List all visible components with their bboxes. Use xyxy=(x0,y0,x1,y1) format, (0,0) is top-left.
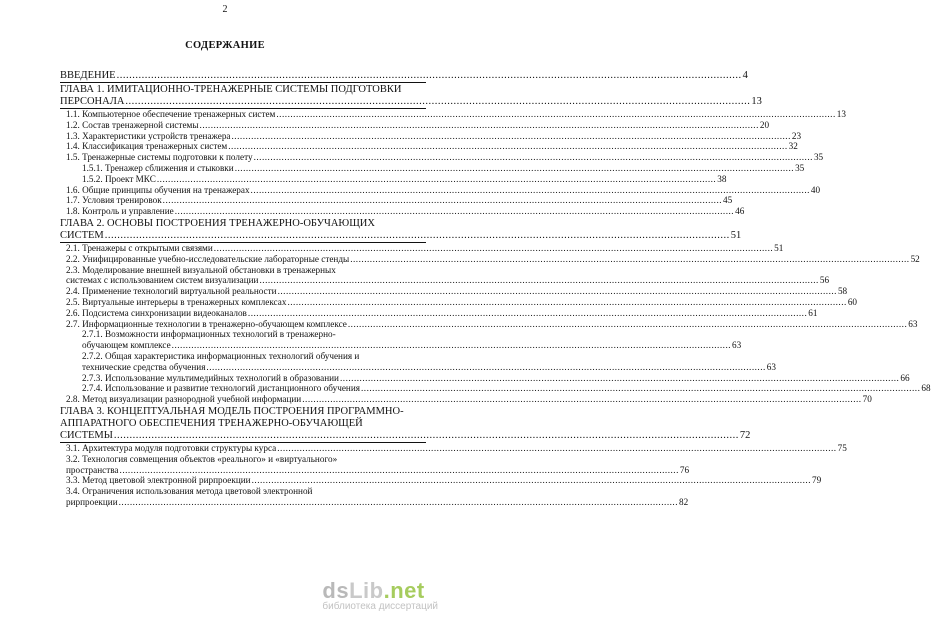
toc-dot-leader: ........................................................................................................................................................................................................ xyxy=(116,70,742,81)
toc-entry xyxy=(60,206,745,217)
toc-page-number: 4 xyxy=(742,70,748,81)
toc-dot-leader: ........................................................................................................................................................................................................ xyxy=(350,253,910,264)
toc-entry-text: 2.2. Унифицированные учебно-исследовательские лабораторные стенды xyxy=(66,253,350,264)
toc-entry-text: 1.1. Компьютерное обеспечение тренажерных систем xyxy=(66,109,276,119)
toc-page-number: 51 xyxy=(730,229,742,241)
toc-entry-text: технические средства обучения xyxy=(82,361,206,372)
toc-entry xyxy=(60,383,931,394)
toc-entry-text: ГЛАВА 3. КОНЦЕПТУАЛЬНАЯ МОДЕЛЬ ПОСТРОЕНИЯ ПРОГРАММНО- xyxy=(60,405,404,417)
toc-entry-text: 1.5. Тренажерные системы подготовки к полету xyxy=(66,152,253,163)
toc-entry-text: 2.7.4. Использование и развитие технологий дистанционного обучения xyxy=(82,383,360,394)
toc-page-number: 46 xyxy=(735,206,745,217)
toc-entry-text: 2.8. Метод визуализации разнородной учебной информации xyxy=(66,394,302,405)
toc-page-number: 35 xyxy=(813,152,824,163)
toc-entry-text: 1.6. Общие принципы обучения на тренажерах xyxy=(66,184,250,195)
toc-page-number: 13 xyxy=(836,109,846,119)
toc-entry-text: обучающем комплексе xyxy=(82,340,171,351)
toc-entry xyxy=(60,350,776,373)
toc-page-number: 35 xyxy=(795,162,805,173)
toc-entry xyxy=(60,286,848,297)
toc-page-number: 82 xyxy=(679,496,689,507)
toc-entry-text: 2.6. Подсистема синхронизации видеоканалов xyxy=(66,307,247,318)
toc-entry-text: ВВЕДЕНИЕ xyxy=(60,70,116,81)
toc-dot-leader: ........................................................................................................................................................................................................ xyxy=(174,206,735,217)
toc-page-number: 38 xyxy=(717,173,727,184)
toc-dot-leader: ........................................................................................................................................................................................................ xyxy=(206,361,766,372)
page-number: 2 xyxy=(222,4,228,15)
toc-dot-leader: ........................................................................................................................................................................................................ xyxy=(247,307,808,318)
toc-entry xyxy=(60,453,690,476)
toc-dot-leader: ........................................................................................................................................................................................................ xyxy=(302,394,862,405)
toc-entry-text: 1.3. Характеристики устройств тренажера xyxy=(66,130,231,141)
toc-page-number: 70 xyxy=(862,394,872,405)
toc-entry-text: 1.5.2. Проект МКС xyxy=(82,173,156,184)
toc-entry xyxy=(60,264,830,287)
toc-entry-text: 3.2. Технология совмещения объектов «реального» и «виртуального» xyxy=(66,453,338,464)
toc-entry-text: АППАРАТНОГО ОБЕСПЕЧЕНИЯ ТРЕНАЖЕРНО-ОБУЧАЮЩЕЙ xyxy=(60,417,363,429)
toc-page-number: 40 xyxy=(810,184,821,195)
toc-entry-text: 1.2. Состав тренажерной системы xyxy=(66,119,199,130)
watermark-logo: dsLib.net xyxy=(322,578,425,603)
toc-dot-leader: ........................................................................................................................................................................................................ xyxy=(156,173,717,184)
toc-dot-leader: ........................................................................................................................................................................................................ xyxy=(259,275,819,286)
toc-page-number: 72 xyxy=(739,429,751,441)
toc-page-number: 63 xyxy=(908,318,918,329)
toc-entry xyxy=(60,84,762,109)
toc-entry xyxy=(60,217,742,243)
toc-entry xyxy=(60,70,748,83)
toc-page-number: 13 xyxy=(751,96,762,107)
toc-page-number: 61 xyxy=(808,307,818,318)
toc-page-number: 56 xyxy=(819,275,830,286)
toc-entry xyxy=(60,130,802,142)
toc-entry-text: 1.7. Условия тренировок xyxy=(66,195,162,206)
toc-entry-text: 2.3. Моделирование внешней визуальной обстановки в тренажерных xyxy=(66,264,336,275)
page-title: СОДЕРЖАНИЕ xyxy=(185,40,265,51)
toc-entry-text: рирпроекции xyxy=(66,496,118,507)
toc-dot-leader: ........................................................................................................................................................................................................ xyxy=(287,296,847,307)
toc-page-number: 76 xyxy=(679,464,690,475)
toc-dot-leader: ........................................................................................................................................................................................................ xyxy=(276,109,836,119)
toc-page-number: 66 xyxy=(900,372,910,383)
watermark-subtitle: библиотека диссертаций xyxy=(322,601,438,612)
toc-entry-text: 2.1. Тренажеры с открытыми связями xyxy=(66,242,213,253)
toc-dot-leader: ........................................................................................................................................................................................................ xyxy=(234,162,795,173)
toc-entry xyxy=(60,195,733,206)
toc-dot-leader: ........................................................................................................................................................................................................ xyxy=(199,119,759,130)
toc-entry xyxy=(60,372,910,384)
toc-entry xyxy=(60,296,857,308)
toc-entry-text: 2.7.2. Общая характеристика информационных технологий обучения и xyxy=(82,350,360,361)
toc-entry-text: 2.7. Информационные технологии в тренажерно-обучающем комплексе xyxy=(66,318,347,329)
toc-dot-leader: ........................................................................................................................................................................................................ xyxy=(277,442,837,453)
toc-page-number: 58 xyxy=(837,286,848,297)
toc-entry xyxy=(60,394,872,405)
toc-entry xyxy=(60,152,824,163)
toc-entry-text: 2.5. Виртуальные интерьеры в тренажерных комплексах xyxy=(66,296,287,307)
toc-dot-leader: ........................................................................................................................................................................................................ xyxy=(118,496,678,507)
toc-entry xyxy=(60,442,847,454)
toc-dot-leader: ........................................................................................................................................................................................................ xyxy=(347,318,908,329)
toc-dot-leader: ........................................................................................................................................................................................................ xyxy=(360,383,921,394)
toc-dot-leader: ........................................................................................................................................................................................................ xyxy=(277,286,837,297)
toc-entry xyxy=(60,242,784,254)
toc-page-number: 32 xyxy=(788,141,798,152)
toc-entry xyxy=(60,486,689,508)
toc-entry-text: системах с использованием систем визуализации xyxy=(66,275,259,286)
toc-page-number: 68 xyxy=(921,383,931,394)
toc-entry-text: 3.3. Метод цветовой электронной рирпроекции xyxy=(66,475,251,486)
toc-dot-leader: ........................................................................................................................................................................................................ xyxy=(250,184,810,195)
toc-entry-text: 3.1. Архитектура модуля подготовки структуры курса xyxy=(66,442,277,453)
toc-dot-leader: ........................................................................................................................................................................................................ xyxy=(113,429,739,441)
watermark xyxy=(322,578,438,612)
toc-entry-text: 1.5.1. Тренажер сближения и стыковки xyxy=(82,162,234,173)
toc-entry-text: ГЛАВА 1. ИМИТАЦИОННО-ТРЕНАЖЕРНЫЕ СИСТЕМЫ ПОДГОТОВКИ xyxy=(60,84,402,95)
toc-entry-text: 2.7.3. Использование мультимедийных технологий в образовании xyxy=(82,372,339,383)
table-of-contents xyxy=(60,70,931,508)
toc-entry xyxy=(60,184,821,196)
toc-dot-leader: ........................................................................................................................................................................................................ xyxy=(104,229,730,241)
toc-page-number: 79 xyxy=(811,475,822,486)
toc-entry xyxy=(60,119,770,131)
toc-entry-text: 1.8. Контроль и управление xyxy=(66,206,174,217)
toc-dot-leader: ........................................................................................................................................................................................................ xyxy=(231,130,791,141)
toc-page-number: 75 xyxy=(837,442,847,453)
toc-entry xyxy=(60,318,918,330)
toc-entry xyxy=(60,475,822,486)
toc-dot-leader: ........................................................................................................................................................................................................ xyxy=(228,141,788,152)
toc-entry-text: пространства xyxy=(66,464,119,475)
toc-entry-text: 2.4. Применение технологий виртуальной реальности xyxy=(66,286,277,297)
toc-entry xyxy=(60,405,751,443)
toc-entry-text: ПЕРСОНАЛА xyxy=(60,96,125,107)
toc-entry-text: 1.4. Классификация тренажерных систем xyxy=(66,141,228,152)
toc-dot-leader: ........................................................................................................................................................................................................ xyxy=(253,152,813,163)
toc-dot-leader: ........................................................................................................................................................................................................ xyxy=(251,475,811,486)
toc-page-number: 63 xyxy=(766,361,776,372)
toc-entry xyxy=(60,329,742,351)
toc-entry-text: СИСТЕМЫ xyxy=(60,429,113,441)
toc-page-number: 20 xyxy=(759,119,770,130)
toc-dot-leader: ........................................................................................................................................................................................................ xyxy=(125,96,751,107)
toc-page-number: 51 xyxy=(774,242,784,253)
toc-dot-leader: ........................................................................................................................................................................................................ xyxy=(119,464,679,475)
toc-page-number: 52 xyxy=(910,253,920,264)
toc-dot-leader: ........................................................................................................................................................................................................ xyxy=(171,340,732,351)
toc-entry xyxy=(60,253,920,265)
toc-dot-leader: ........................................................................................................................................................................................................ xyxy=(213,242,774,253)
toc-page-number: 45 xyxy=(723,195,733,206)
toc-entry xyxy=(60,162,805,174)
toc-entry-text: ГЛАВА 2. ОСНОВЫ ПОСТРОЕНИЯ ТРЕНАЖЕРНО-ОБУЧАЮЩИХ xyxy=(60,217,375,229)
toc-entry-text: 3.4. Ограничения использования метода цветовой электронной xyxy=(66,486,313,497)
toc-page-number: 63 xyxy=(732,340,742,351)
toc-page-number: 23 xyxy=(791,130,802,141)
toc-entry-text: 2.7.1. Возможности информационных технологий в тренажерно- xyxy=(82,329,336,340)
toc-page-number: 60 xyxy=(847,296,857,307)
toc-entry xyxy=(60,307,818,319)
toc-entry xyxy=(60,109,846,120)
toc-entry xyxy=(60,173,727,185)
toc-entry-text: СИСТЕМ xyxy=(60,229,104,241)
toc-dot-leader: ........................................................................................................................................................................................................ xyxy=(162,195,723,206)
toc-entry xyxy=(60,141,798,152)
toc-dot-leader: ........................................................................................................................................................................................................ xyxy=(339,372,900,383)
